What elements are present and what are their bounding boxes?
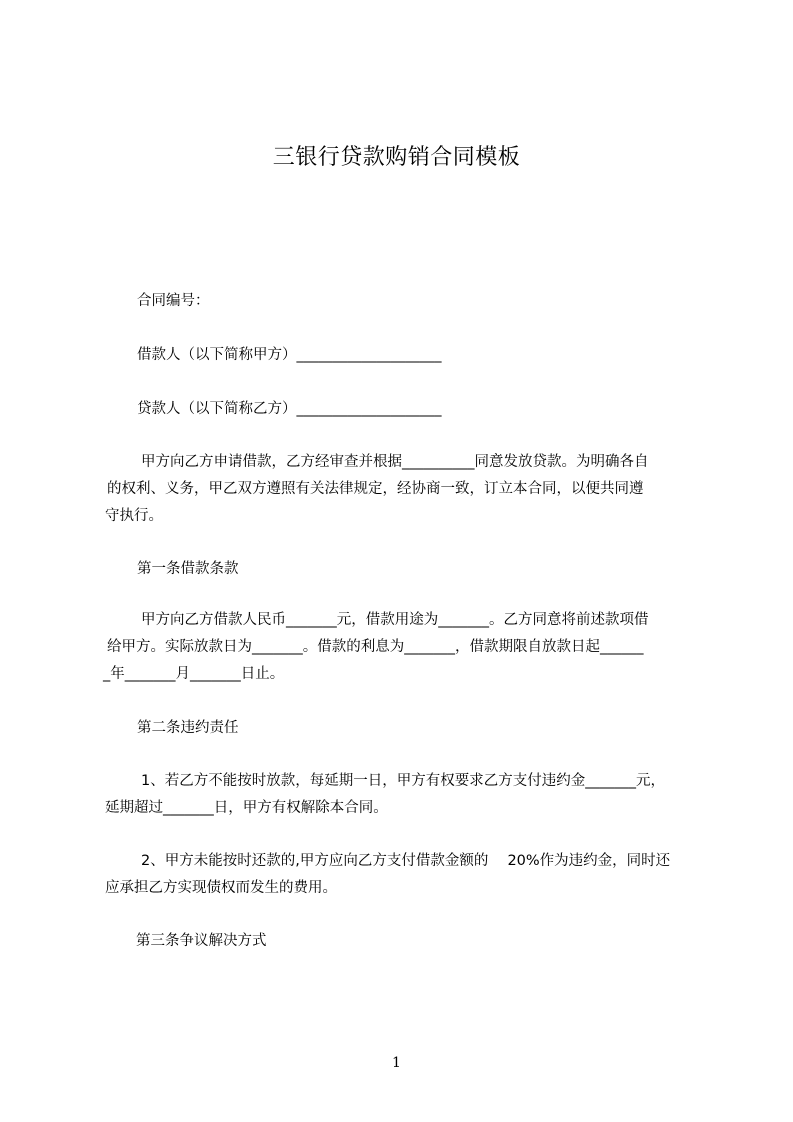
article2-item1-line-2: 延期超过_______日，甲方有权解除本合同。: [105, 800, 388, 816]
borrower-line: 借款人（以下简称甲方）____________________: [137, 347, 442, 363]
article2-item2-line-1: 2、甲方未能按时还款的,甲方应向乙方支付借款金额的 20%作为违约金，同时还: [141, 853, 671, 869]
intro-paragraph-line-2: 的权利、义务，甲乙双方遵照有关法律规定，经协商一致，订立本合同，以便共同遵: [107, 481, 644, 497]
page-number: 1: [392, 1055, 401, 1071]
contract-number-label: 合同编号：: [137, 293, 210, 309]
document-title: 三银行贷款购销合同模板: [272, 145, 521, 170]
article2-heading: 第二条违约责任: [137, 720, 239, 736]
article3-heading: 第三条争议解决方式: [136, 933, 267, 949]
article1-line-2: 给甲方。实际放款日为_______。借款的利息为_______，借款期限自放款日起______: [107, 639, 644, 655]
article2-item2-line-2: 应承担乙方实现债权而发生的费用。: [105, 880, 337, 896]
intro-paragraph-line-3: 守执行。: [105, 508, 163, 524]
intro-paragraph-line-1: 甲方向乙方申请借款，乙方经审查并根据__________同意发放贷款。为明确各自: [141, 454, 649, 470]
article2-item1-line-1: 1、若乙方不能按时放款，每延期一日，甲方有权要求乙方支付违约金_______元，: [141, 773, 665, 789]
article1-line-1: 甲方向乙方借款人民币_______元，借款用途为_______。乙方同意将前述款项借: [141, 612, 649, 628]
article1-line-3: _年_______月_______日止。: [103, 666, 285, 682]
article1-heading: 第一条借款条款: [137, 561, 239, 577]
lender-line: 贷款人（以下简称乙方）____________________: [137, 401, 442, 417]
